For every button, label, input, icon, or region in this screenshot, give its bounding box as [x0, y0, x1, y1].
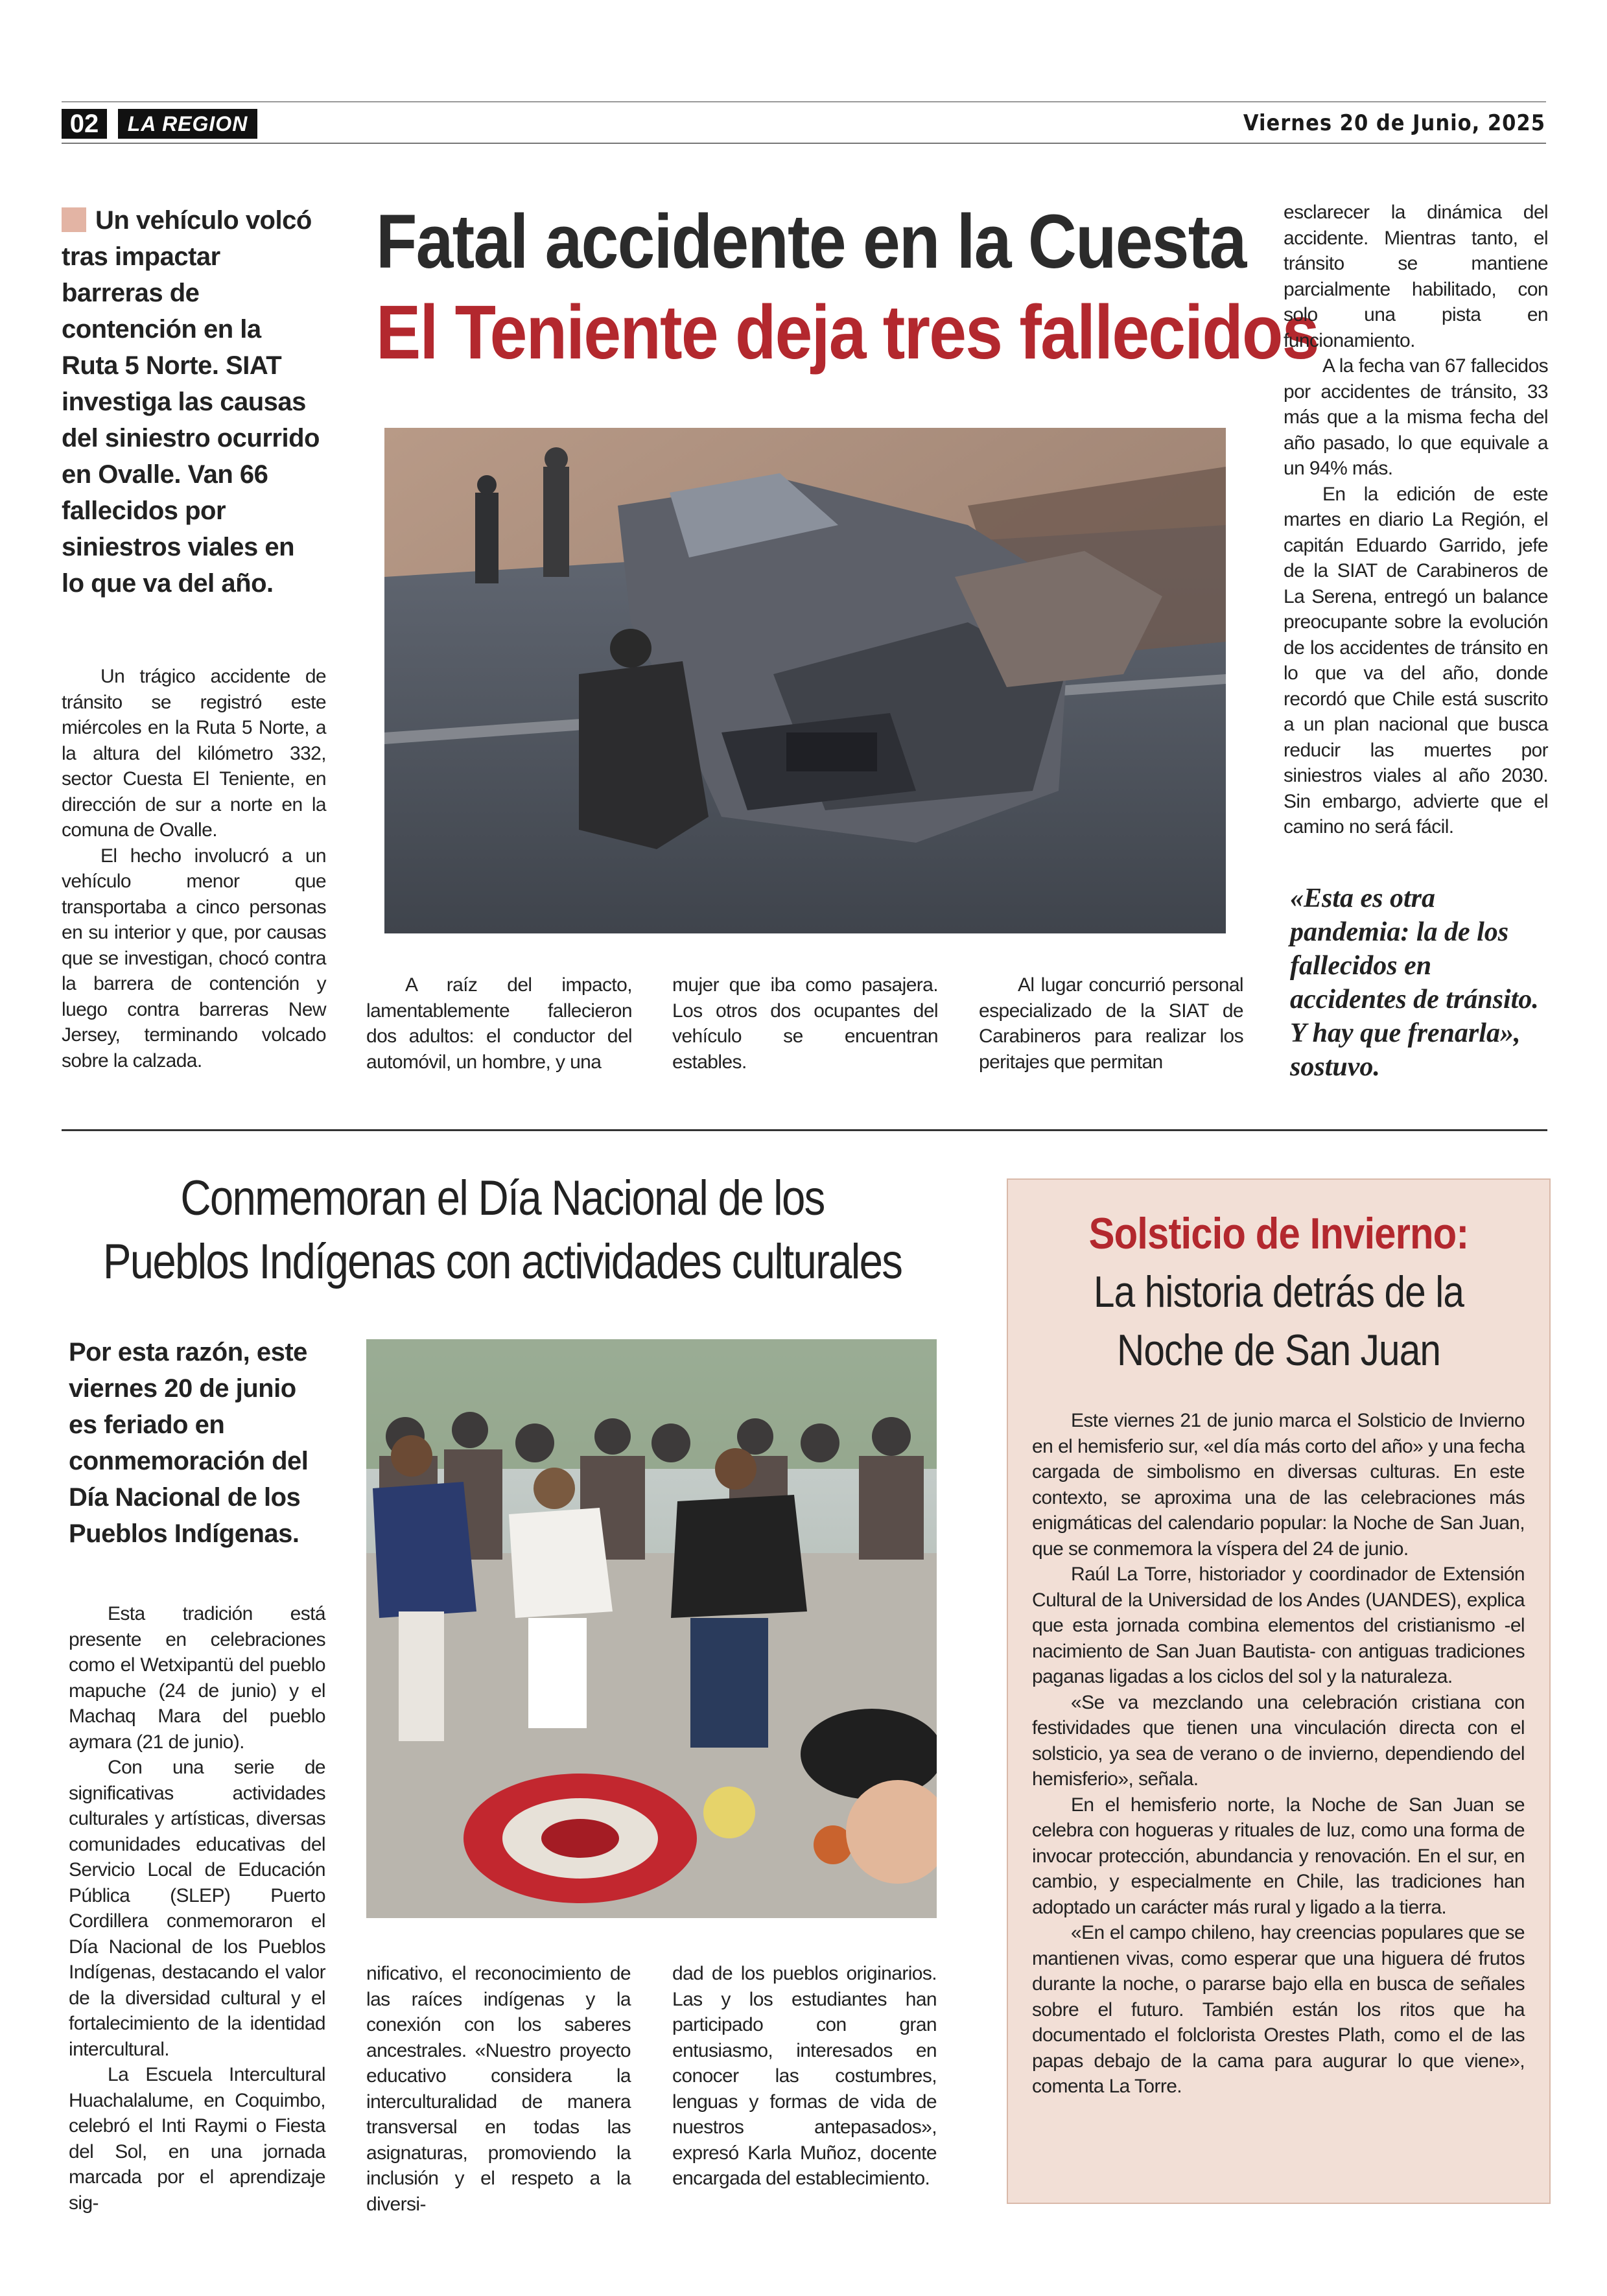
solstice-sidebar-box [1007, 1178, 1551, 2204]
lead-marker-square [62, 207, 86, 232]
article-indigenous-day [0, 1134, 985, 2215]
article2-column-2 [366, 1961, 631, 2217]
page-number: 02 [62, 109, 107, 139]
section-divider [62, 1129, 1547, 1131]
article2-column-3 [672, 1961, 937, 2192]
paragraph: En el hemisferio norte, la Noche de San Juan se celebra con hogueras y rituales de luz, como una forma de invocar protección, abundancia y renovación. En el sur, en cambio, y especialmente en Chile, las tradiciones han adoptado un carácter más rural y ligado a la tierra. [1032, 1794, 1525, 1918]
paragraph: dad de los pueblos originarios. Las y los estudiantes han participado con gran entusiasmo, interesados en conocer las costumbres, lenguas y formas de vida de nuestros antepasados», expresó Karla Muñoz, docente encargada del establecimiento. [672, 1963, 937, 2189]
paragraph: «En el campo chileno, hay creencias populares que se mantienen vivas, como esperar que una higuera dé frutos durante la noche, o pararse bajo ella en busca de señales sobre el futuro. También están los ritos que ha documentado el folclorista Orestes Plath, como el de las papas debajo de la cama para augurar lo que viene», comenta La Torre. [1032, 1922, 1525, 2097]
sidebar-subtitle-line1: La historia detrás de la [1093, 1267, 1464, 1317]
article-headline-line1: Fatal accidente en la Cuesta [376, 199, 1246, 285]
article-lead-text: Un vehículo volcó tras impactar barreras de contención en la Ruta 5 Norte. SIAT investiga las causas del siniestro ocurrido en Ovalle. Van 66 fallecidos por siniestros viales en lo que va del año. [62, 206, 320, 598]
article-column-5 [1284, 200, 1548, 840]
article-headline-line2: El Teniente deja tres fallecidos [376, 290, 1319, 375]
accident-photo-illustration [384, 428, 1226, 933]
paragraph: Un trágico accidente de tránsito se registró este miércoles en la Ruta 5 Norte, a la altura del kilómetro 332, sector Cuesta El Teniente, en dirección de sur a norte en la comuna de Ovalle. [62, 666, 326, 841]
issue-date: Viernes 20 de Junio, 2025 [1243, 110, 1545, 136]
paragraph: Raúl La Torre, historiador y coordinador de Extensión Cultural de la Universidad de los Andes (UANDES), explica que esta jornada combina elementos del cristianismo -el nacimiento de San Juan Bautista- con antiguas tradiciones paganas ligadas a los ciclos del sol y la naturaleza. [1032, 1564, 1525, 1687]
paragraph: mujer que iba como pasajera. Los otros dos ocupantes del vehículo se encuentran estables. [672, 974, 938, 1073]
paragraph: El hecho involucró a un vehículo menor que transportaba a cinco personas en su interior y que, por causas que se investigan, chocó contra la barrera de contención y luego contra barreras New Jersey, terminando volcado sobre la calzada. [62, 845, 326, 1072]
paragraph: Este viernes 21 de junio marca el Solsticio de Invierno en el hemisferio sur, «el día más corto del año» y una fecha cargada de simbolismo en diversas culturas. En este contexto, se aproxima una de las celebraciones más enigmáticas del calendario popular: la Noche de San Juan, que se conmemora la víspera del 24 de junio. [1032, 1410, 1525, 1560]
paragraph: «Se va mezclando una celebración cristiana con festividades que tienen una vinculación directa con el solsticio, ya sea de verano o de invierno, dependiendo del hemisferio», señala. [1032, 1691, 1525, 1790]
accident-photo [384, 428, 1226, 933]
paragraph: nificativo, el reconocimiento de las raíces indígenas y la conexión con los saberes ancestrales. «Nuestro proyecto educativo considera la interculturalidad de manera transversal en todas las asignaturas, promoviendo la inclusión y el respeto a la diversi- [366, 1963, 631, 2215]
paragraph: En la edición de este martes en diario La Región, el capitán Eduardo Garrido, jefe de la SIAT de Carabineros de La Serena, entregó un balance preocupante sobre la evolución de los accidentes de tránsito en lo que va del año, donde recordó que Chile está suscrito a un plan nacional que busca reducir las muertes por siniestros viales al año 2030. Sin embargo, advierte que el camino no será fácil. [1284, 483, 1548, 838]
article2-headline-line2: Pueblos Indígenas con actividades culturales [102, 1234, 902, 1289]
paragraph: A raíz del impacto, lamentablemente fallecieron dos adultos: el conductor del automóvil, un hombre, y una [366, 974, 632, 1073]
pull-quote: «Esta es otra pandemia: la de los fallecidos en accidentes de tránsito. Y hay que frenarla», sostuvo. [1290, 884, 1539, 1082]
paragraph: Con una serie de significativas actividades culturales y artísticas, diversas comunidades educativas del Servicio Local de Educación Pública (SLEP) Puerto Cordillera conmemoraron el Día Nacional de los Pueblos Indígenas, destacando el valor de la diversidad cultural y el fortalecimiento de la identidad intercultural. [69, 1757, 325, 2060]
paragraph: Esta tradición está presente en celebraciones como el Wetxipantü del pueblo mapuche (24 de junio) y el Machaq Mara del pueblo aymara (21 de junio). [69, 1603, 325, 1753]
ceremony-photo [366, 1339, 937, 1918]
paragraph: esclarecer la dinámica del accidente. Mientras tanto, el tránsito se mantiene parcialmente habilitado, con solo una pista en funcionamiento. [1284, 202, 1548, 351]
sidebar-title: Solsticio de Invierno: [1088, 1209, 1469, 1258]
article2-column-1 [69, 1601, 325, 2216]
article-column-1 [62, 664, 326, 1073]
paragraph: A la fecha van 67 fallecidos por accidentes de tránsito, 33 más que a la misma fecha del año pasado, lo que equivale a un 94% más. [1284, 355, 1548, 479]
article-accident [0, 0, 1607, 1115]
article-column-4 [979, 972, 1243, 1075]
article2-lead: Por esta razón, este viernes 20 de junio es feriado en conmemoración del Día Nacional de los Pueblos Indígenas. [69, 1338, 309, 1548]
ceremony-photo-illustration [366, 1339, 937, 1918]
paragraph: Al lugar concurrió personal especializado de la SIAT de Carabineros para realizar los peritajes que permitan [979, 974, 1243, 1073]
paragraph: La Escuela Intercultural Huachalalume, en Coquimbo, celebró el Inti Raymi o Fiesta del Sol, en una jornada marcada por el aprendizaje sig- [69, 2064, 325, 2214]
article-lead [62, 202, 321, 602]
sidebar-body [1032, 1408, 1525, 2100]
article-column-2 [366, 972, 632, 1075]
article2-headline-line1: Conmemoran el Día Nacional de los [180, 1171, 825, 1226]
sidebar-subtitle-line2: Noche de San Juan [1116, 1326, 1441, 1375]
masthead-logo: LA REGION [118, 109, 257, 139]
article-column-3 [672, 972, 938, 1075]
